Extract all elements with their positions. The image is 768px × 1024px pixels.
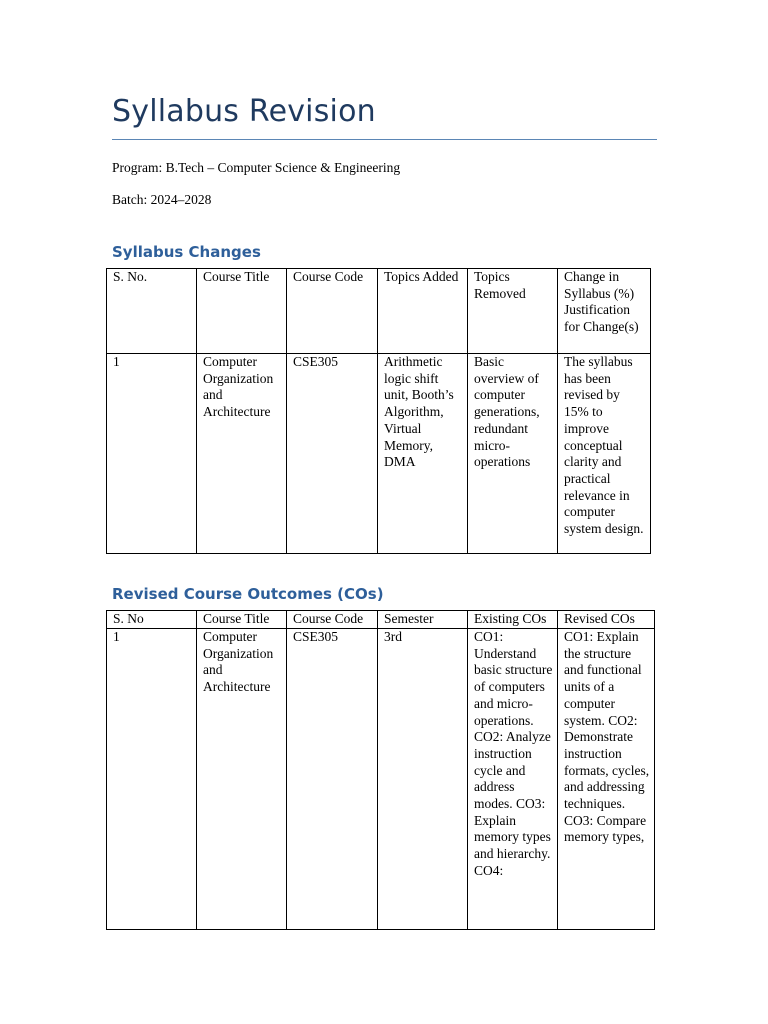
serial-number-cell: 1 [107,354,197,554]
header-cell: Revised COs [558,611,655,629]
justification-cell: The syllabus has been revised by 15% to improve conceptual clarity and practical relevance in computer system design. [558,354,651,554]
topics-added-cell: Arithmetic logic shift unit, Booth’s Algorithm, Virtual Memory, DMA [378,354,468,554]
title-divider [112,139,657,140]
header-cell: Course Title [197,269,287,354]
course-outcomes-table [106,610,655,930]
course-code-cell: CSE305 [287,354,378,554]
header-cell: Topics Removed [468,269,558,354]
header-cell: Existing COs [468,611,558,629]
serial-number-cell: 1 [107,629,197,930]
course-title-cell: Computer Organization and Architecture [197,629,287,930]
syllabus-changes-heading: Syllabus Changes [112,243,261,261]
program-line: Program: B.Tech – Computer Science & Engineering [112,160,401,175]
revised-cos-cell: CO1: Explain the structure and functional units of a computer system. CO2: Demonstrate instruction formats, cycles, and addressing techniques. CO3: Compare memory types, [558,629,655,930]
table-header-row [107,611,655,629]
table-header-row [107,269,651,354]
semester-cell: 3rd [378,629,468,930]
header-cell: Change in Syllabus (%) Justification for Change(s) [558,269,651,354]
table-row [107,354,651,554]
header-cell: Course Code [287,269,378,354]
header-cell: S. No [107,611,197,629]
header-cell: Semester [378,611,468,629]
header-cell: S. No. [107,269,197,354]
table-row [107,629,655,930]
header-cell: Topics Added [378,269,468,354]
syllabus-changes-table [106,268,651,554]
header-cell: Course Title [197,611,287,629]
existing-cos-cell: CO1: Understand basic structure of computers and micro-operations. CO2: Analyze instruction cycle and address modes. CO3: Explain memory types and hierarchy. CO4: [468,629,558,930]
course-title-cell: Computer Organization and Architecture [197,354,287,554]
course-outcomes-heading: Revised Course Outcomes (COs) [112,585,384,603]
topics-removed-cell: Basic overview of computer generations, redundant micro-operations [468,354,558,554]
page-title: Syllabus Revision [112,94,376,129]
course-code-cell: CSE305 [287,629,378,930]
batch-line: Batch: 2024–2028 [112,192,212,207]
header-cell: Course Code [287,611,378,629]
